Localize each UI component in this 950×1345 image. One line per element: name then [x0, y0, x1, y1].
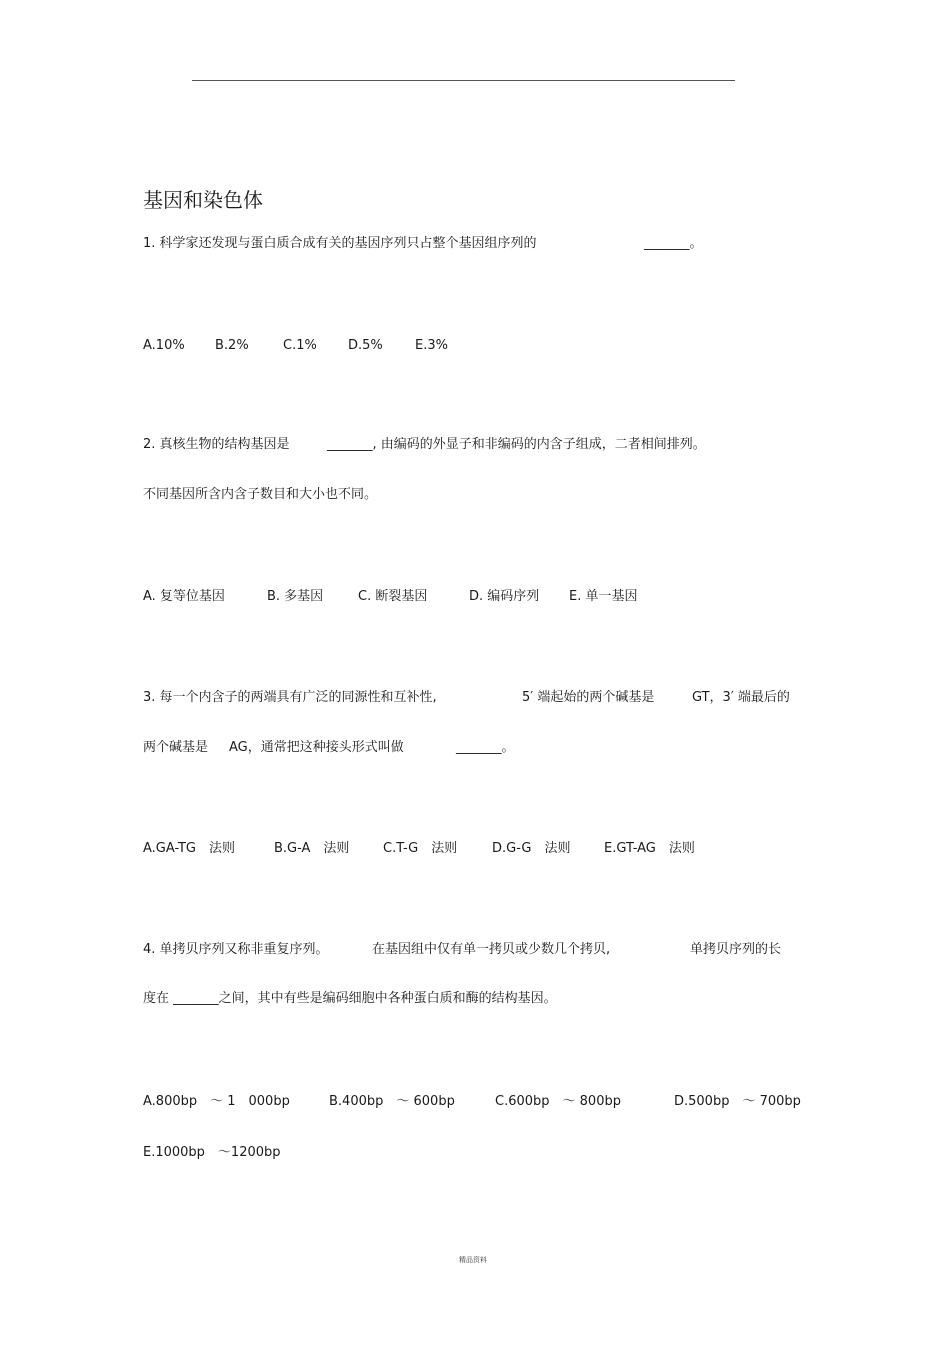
question-3-text-cont: 5′ 端起始的两个碱基是: [522, 690, 655, 705]
question-1-option-d: D.5%: [348, 338, 383, 353]
question-4-text: 4. 单拷贝序列又称非重复序列。: [143, 942, 329, 957]
question-2-option-c: C. 断裂基因: [358, 589, 428, 604]
question-4-text-end: 单拷贝序列的长: [690, 942, 782, 957]
question-3-option-b: B.G-A 法则: [274, 841, 350, 856]
question-3-text: 3. 每一个内含子的两端具有广泛的同源性和互补性,: [143, 690, 437, 705]
question-1-blank: _______。: [644, 236, 703, 251]
question-2-text-cont: _______, 由编码的外显子和非编码的内含子组成，二者相间排列。: [327, 437, 706, 452]
question-2-text: 2. 真核生物的结构基因是: [143, 437, 290, 452]
question-2-text-line2: 不同基因所含内含子数目和大小也不同。: [143, 487, 378, 502]
header-rule: [192, 80, 735, 81]
question-3-blank: _______。: [456, 740, 515, 755]
question-3-option-a: A.GA-TG 法则: [143, 841, 235, 856]
question-2-option-d: D. 编码序列: [469, 589, 540, 604]
question-1-text: 1. 科学家还发现与蛋白质合成有关的基因序列只占整个基因组序列的: [143, 236, 537, 251]
question-4-option-e: E.1000bp ～1200bp: [143, 1145, 281, 1160]
question-1-option-b: B.2%: [215, 338, 249, 353]
question-2-option-b: B. 多基因: [267, 589, 324, 604]
question-4-option-d: D.500bp ～ 700bp: [674, 1094, 801, 1109]
question-4-option-c: C.600bp ～ 800bp: [495, 1094, 621, 1109]
question-3-line2-start: 两个碱基是: [143, 740, 209, 755]
question-4-text-line2: 度在 _______之间，其中有些是编码细胞中各种蛋白质和酶的结构基因。: [143, 991, 557, 1006]
question-3-option-d: D.G-G 法则: [492, 841, 571, 856]
question-4-text-cont: 在基因组中仅有单一拷贝或少数几个拷贝,: [372, 942, 611, 957]
question-3-option-c: C.T-G 法则: [383, 841, 458, 856]
question-4-option-a: A.800bp ～ 1 000bp: [143, 1094, 290, 1109]
question-4-option-b: B.400bp ～ 600bp: [329, 1094, 455, 1109]
question-3-line2-mid: AG，通常把这种接头形式叫做: [229, 740, 404, 755]
question-1-option-e: E.3%: [415, 338, 448, 353]
question-1-option-c: C.1%: [283, 338, 317, 353]
question-1-option-a: A.10%: [143, 338, 185, 353]
question-2-option-a: A. 复等位基因: [143, 589, 225, 604]
page-title: 基因和染色体: [143, 188, 263, 212]
page-footer: 精品资料: [459, 1256, 487, 1264]
question-3-text-end: GT，3′ 端最后的: [692, 690, 790, 705]
question-3-option-e: E.GT-AG 法则: [604, 841, 695, 856]
question-2-option-e: E. 单一基因: [569, 589, 638, 604]
